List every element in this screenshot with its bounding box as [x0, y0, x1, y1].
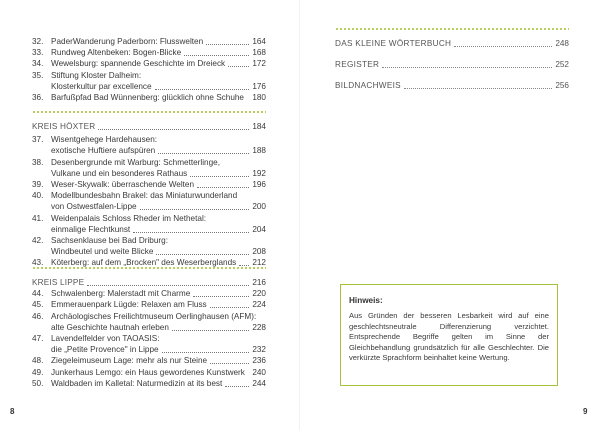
- toc-entry-number: 35.: [32, 70, 44, 80]
- index-page-number: 252: [555, 60, 569, 69]
- toc-entry-number: 43.: [32, 258, 44, 268]
- toc-entry-title: Wisentgehege Hardehausen:: [51, 135, 158, 145]
- toc-section-heading[interactable]: [32, 277, 266, 288]
- toc-entry-number: 34.: [32, 59, 44, 69]
- toc-entry-number: 36.: [32, 93, 44, 102]
- toc-page-number: 220: [252, 289, 266, 299]
- toc-entry-number: 41.: [32, 213, 44, 223]
- toc-entry-title: Stiftung Kloster Dalheim:: [51, 70, 142, 80]
- toc-entry-number: 47.: [32, 334, 44, 343]
- toc-entry-title: die „Petite Provence" in Lippe: [51, 345, 159, 355]
- toc-entry-number: 45.: [32, 300, 44, 310]
- toc-entry-title: Sachsenklause bei Bad Driburg:: [51, 236, 168, 245]
- toc-page-number: 224: [252, 300, 266, 310]
- note-box: [340, 284, 558, 386]
- section-divider: [32, 267, 266, 269]
- section-divider: [32, 111, 266, 113]
- toc-entry-number: 39.: [32, 180, 44, 189]
- section-page-number: 216: [252, 278, 266, 287]
- dot-leader: [98, 129, 249, 130]
- right-page: [300, 0, 600, 430]
- dot-leader: [454, 46, 552, 47]
- toc-page-number: 172: [252, 59, 266, 69]
- toc-page-number: 240: [252, 367, 266, 377]
- dot-leader: [197, 187, 249, 188]
- toc-page-number: 168: [252, 48, 266, 58]
- toc-entry-title: Ziegeleimuseum Lage: mehr als nur Steine: [51, 356, 208, 366]
- index-entry-title: REGISTER: [335, 60, 380, 69]
- toc-entry-title: alte Geschichte hautnah erleben: [51, 322, 169, 332]
- section-page-number: 184: [252, 122, 266, 131]
- toc-entry-title: von Ostwestfalen-Lippe: [51, 202, 137, 212]
- dot-leader: [172, 330, 249, 331]
- page-number-right: 9: [583, 407, 588, 416]
- dot-leader: [190, 176, 249, 177]
- toc-entry-number: 48.: [32, 356, 44, 366]
- toc-entry-number: 42.: [32, 236, 44, 245]
- toc-entry-title: Rundweg Altenbeken: Bogen-Blicke: [51, 48, 182, 58]
- toc-page-number: 192: [252, 168, 266, 178]
- toc-entry-number: 40.: [32, 191, 44, 201]
- page-number-left: 8: [10, 407, 15, 416]
- toc-entry-title: Vulkane und ein besonderes Rathaus: [51, 168, 188, 178]
- dot-leader: [184, 55, 249, 56]
- toc-entry-title: Archäologisches Freilichtmuseum Oerlinghausen (AFM):: [51, 311, 257, 321]
- toc-entry-title: Lavendelfelder von TAOASIS:: [51, 334, 160, 343]
- toc-entry-number: 44.: [32, 289, 44, 299]
- dot-leader: [210, 307, 250, 308]
- toc-entry-title: exotische Huftiere aufspüren: [51, 146, 156, 156]
- dot-leader: [140, 209, 250, 210]
- toc-entry-title: Emmerauenpark Lügde: Relaxen am Fluss: [51, 300, 207, 310]
- toc-entry-number: 32.: [32, 37, 44, 46]
- toc-entry-title: Modellbundesbahn Brakel: das Miniaturwunderland: [51, 191, 238, 201]
- dot-leader: [206, 44, 249, 45]
- toc-entry-title: Weser-Skywalk: überraschende Welten: [51, 180, 195, 189]
- toc-entry-title: Wewelsburg: spannende Geschichte im Dreieck: [51, 59, 226, 69]
- toc-page-number: 236: [252, 356, 266, 366]
- toc-entry-number: 37.: [32, 135, 44, 145]
- index-entry-title: DAS KLEINE WÖRTERBUCH: [335, 39, 452, 48]
- toc-page-number: 208: [252, 247, 266, 257]
- note-body: Aus Gründen der besseren Lesbarkeit wird auf eine geschlechtsneutrale Differenzierung verzichtet. Entsprechende Begriffe gelten im Sinne der Gleichbehandlung grundsätzlich für alle Geschlechter. Die verkürzte Sprachform beinhaltet keine Wertung.: [349, 311, 549, 363]
- dot-leader: [193, 296, 249, 297]
- toc-page-number: 176: [252, 81, 266, 91]
- section-title: KREIS HÖXTER: [32, 122, 96, 131]
- toc-entry-number: 33.: [32, 48, 44, 58]
- toc-entry-title: PaderWanderung Paderborn: Flusswelten: [51, 37, 204, 46]
- toc-page-number: 180: [252, 93, 266, 102]
- toc-page-number: 212: [252, 258, 266, 268]
- toc-page-number: 228: [252, 322, 266, 332]
- toc-entry-number: 46.: [32, 311, 44, 321]
- index-page-number: 248: [555, 39, 569, 48]
- index-entry[interactable]: [335, 38, 569, 49]
- toc-entry-title: Barfußpfad Bad Wünnenberg: glücklich ohne Schuhe: [51, 93, 244, 102]
- toc-entry-title: Windbeutel und weite Blicke: [51, 247, 154, 257]
- note-title: Hinweis:: [349, 296, 383, 305]
- section-divider: [335, 28, 569, 30]
- toc-entry-number: 50.: [32, 378, 44, 388]
- dot-leader: [225, 386, 249, 387]
- section-title: KREIS LIPPE: [32, 278, 85, 287]
- dot-leader: [155, 89, 250, 90]
- toc-entry-number: 38.: [32, 157, 44, 167]
- toc-entry-title: Klosterkultur par excellence: [51, 81, 152, 91]
- dot-leader: [87, 285, 249, 286]
- toc-entry-title: Waldbaden im Kalletal: Naturmedizin at its best: [51, 378, 223, 388]
- toc-page-number: 244: [252, 378, 266, 388]
- dot-leader: [158, 153, 249, 154]
- toc-entry-number: 49.: [32, 367, 44, 377]
- dot-leader: [156, 254, 249, 255]
- dot-leader: [133, 232, 249, 233]
- toc-page-number: 200: [252, 202, 266, 212]
- index-entry[interactable]: [335, 59, 569, 70]
- toc-entry-title: Junkerhaus Lemgo: ein Haus gewordenes Kunstwerk: [51, 367, 245, 377]
- toc-page-number: 196: [252, 180, 266, 189]
- index-entry[interactable]: [335, 80, 569, 91]
- dot-leader: [382, 67, 552, 68]
- index-entry-title: BILDNACHWEIS: [335, 81, 401, 90]
- toc-entry-title: Desenbergrunde mit Warburg: Schmetterlinge,: [51, 157, 220, 167]
- toc-page-number: 188: [252, 146, 266, 156]
- dot-leader: [228, 66, 249, 67]
- dot-leader: [210, 363, 249, 364]
- toc-entry-title: Köterberg: auf dem „Brocken" des Weserberglands: [51, 258, 237, 268]
- dot-leader: [404, 88, 552, 89]
- toc-entry-title: Weidenpalais Schloss Rheder im Nethetal:: [51, 213, 207, 223]
- toc-section-heading[interactable]: [32, 121, 266, 132]
- index-page-number: 256: [555, 81, 569, 90]
- toc-page-number: 232: [252, 345, 266, 355]
- toc-page-number: 204: [252, 224, 266, 234]
- toc-entry-title: Schwalenberg: Malerstadt mit Charme: [51, 289, 191, 299]
- toc-page-number: 164: [252, 37, 266, 46]
- dot-leader: [162, 352, 250, 353]
- toc-entry-title: einmalige Flechtkunst: [51, 224, 131, 234]
